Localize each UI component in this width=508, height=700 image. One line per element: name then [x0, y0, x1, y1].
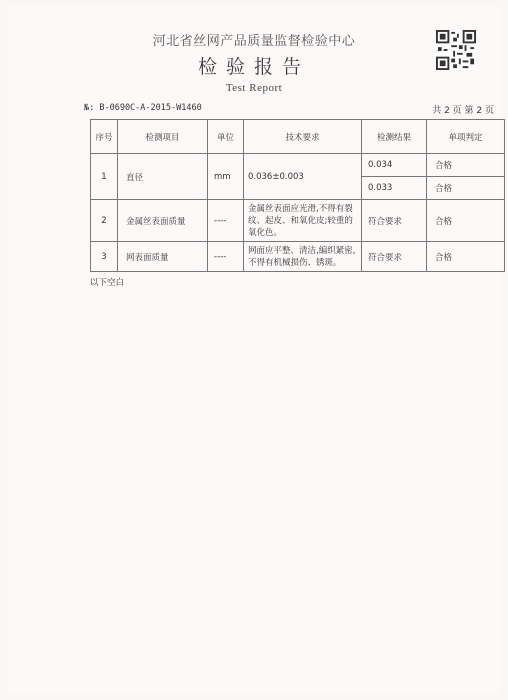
- column-header: 序号: [91, 120, 118, 154]
- page-indicator: 共 2 页 第 2 页: [432, 106, 494, 116]
- results-table: [90, 119, 505, 272]
- page-subtitle: Test Report: [225, 82, 283, 94]
- table-row: [91, 154, 505, 177]
- page-title: 检验报告: [197, 56, 310, 78]
- unit: mm: [208, 154, 244, 200]
- qr-code-icon: [436, 30, 476, 70]
- report-number: №: B-0690C-A-2015-W1460: [84, 103, 202, 113]
- table-row: [91, 200, 505, 242]
- row-number: 1: [91, 154, 118, 200]
- test-item: 网表面质量: [118, 242, 208, 272]
- test-result: 符合要求: [362, 242, 427, 272]
- judgement: 合格: [427, 242, 505, 272]
- row-number: 2: [91, 200, 118, 242]
- test-result: 0.034: [362, 154, 427, 177]
- requirement: 0.036±0.003: [244, 154, 362, 200]
- judgement: 合格: [427, 154, 505, 177]
- end-of-content-note: 以下空白: [90, 278, 125, 288]
- column-header: 技术要求: [244, 120, 362, 154]
- issuing-organization: 河北省丝网产品质量监督检验中心: [152, 34, 356, 49]
- table-header-row: [91, 120, 505, 154]
- table-row: [91, 242, 505, 272]
- column-header: 单项判定: [427, 120, 505, 154]
- test-item: 直径: [118, 154, 208, 200]
- test-result: 符合要求: [362, 200, 427, 242]
- requirement: 金属丝表面应光滑,不得有裂纹、起皮、和氧化皮;较重的氧化色。: [244, 200, 362, 242]
- column-header: 检测项目: [118, 120, 208, 154]
- test-result: 0.033: [362, 177, 427, 200]
- report-page: [8, 6, 500, 694]
- judgement: 合格: [427, 200, 505, 242]
- requirement: 网面应平整、清洁,编织紧密,不得有机械损伤、锈斑。: [244, 242, 362, 272]
- report-meta: [84, 103, 494, 116]
- unit: ----: [208, 200, 244, 242]
- row-number: 3: [91, 242, 118, 272]
- column-header: 检测结果: [362, 120, 427, 154]
- column-header: 单位: [208, 120, 244, 154]
- test-item: 金属丝表面质量: [118, 200, 208, 242]
- unit: ----: [208, 242, 244, 272]
- judgement: 合格: [427, 177, 505, 200]
